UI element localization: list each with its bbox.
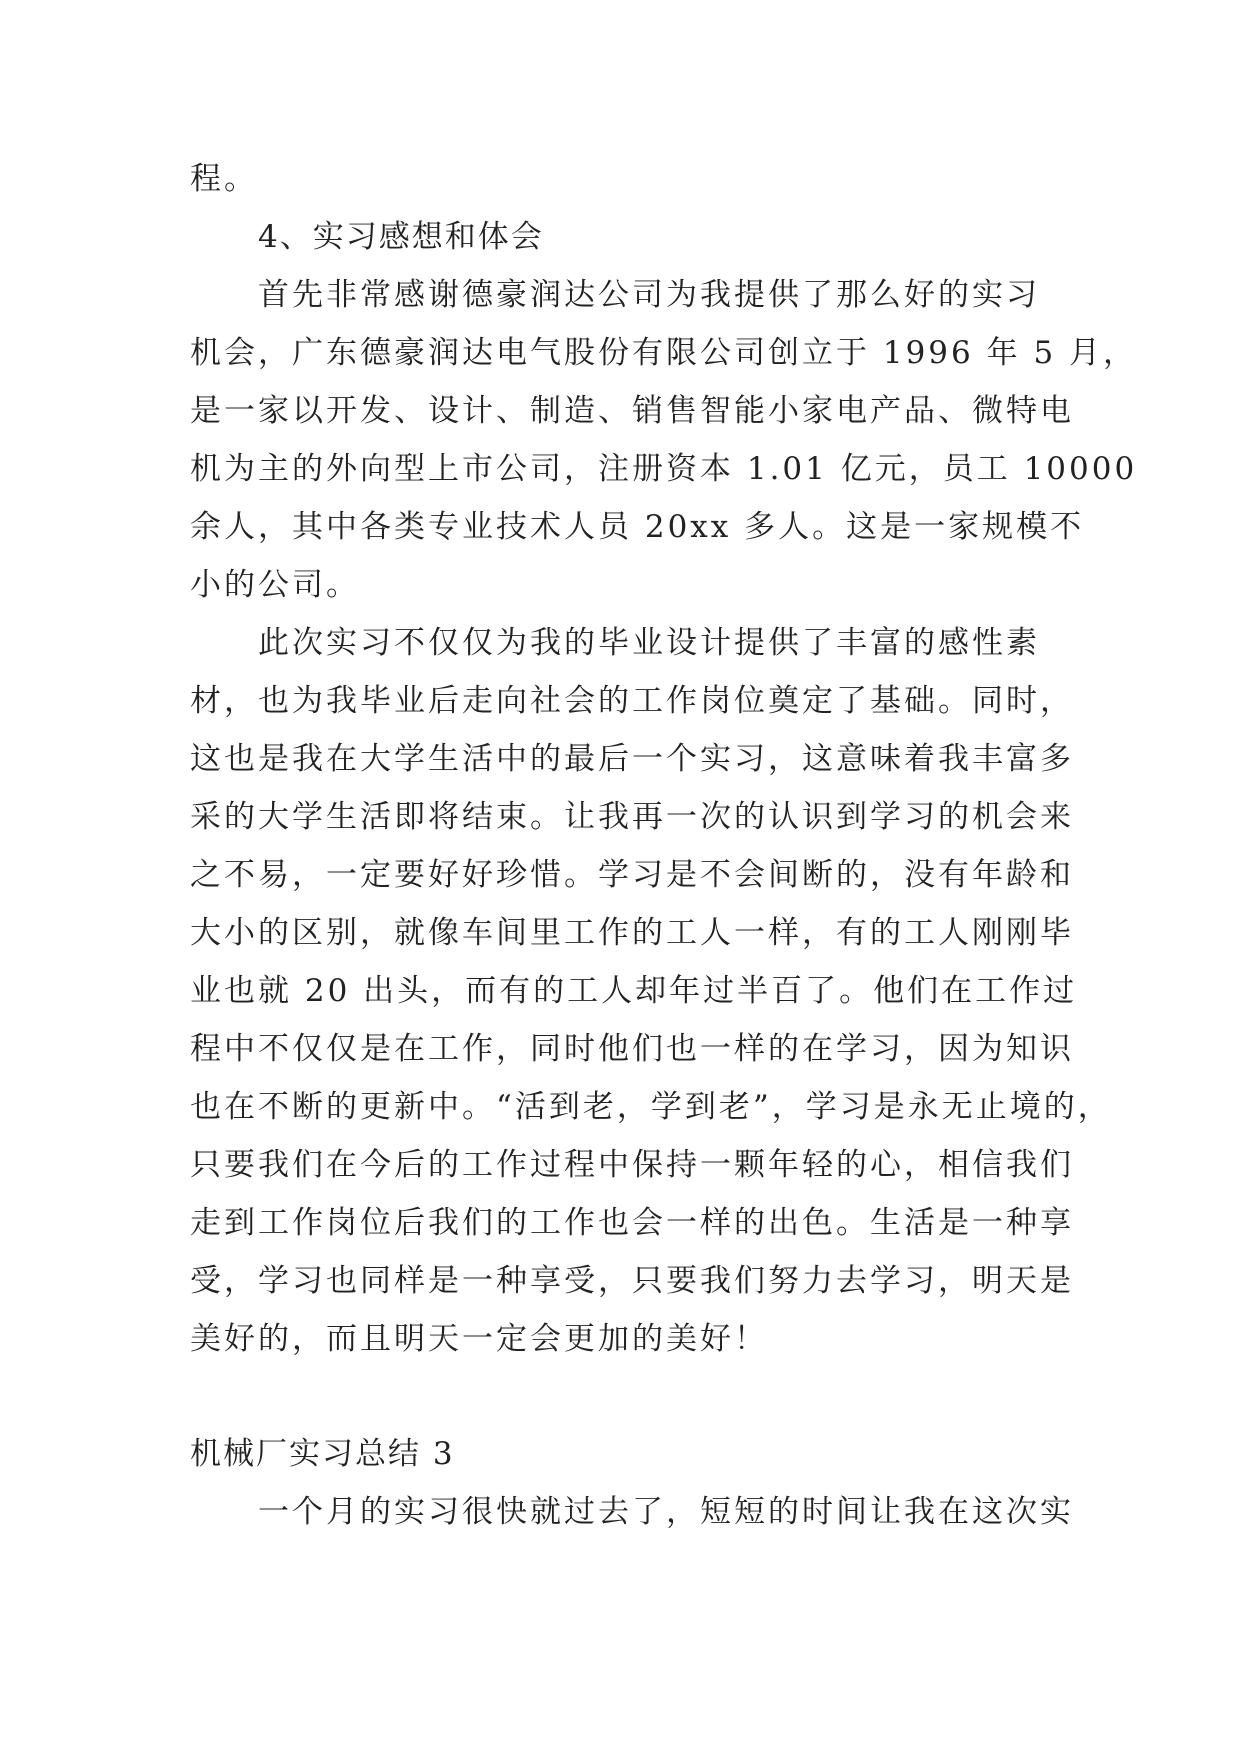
paragraph-line: 走到工作岗位后我们的工作也会一样的出色。生活是一种享 — [190, 1205, 1074, 1241]
paragraph-line: 只要我们在今后的工作过程中保持一颗年轻的心，相信我们 — [190, 1147, 1074, 1183]
section-spacer — [190, 1368, 1050, 1425]
paragraph-line: 之不易，一定要好好珍惜。学习是不会间断的，没有年龄和 — [190, 857, 1074, 893]
paragraph-line: 首先非常感谢德豪润达公司为我提供了那么好的实习 — [258, 277, 1040, 313]
paragraph-gratitude — [190, 266, 1138, 614]
section-title: 机械厂实习总结 3 — [190, 1436, 455, 1472]
paragraph-line: 业也就 20 出头，而有的工人却年过半百了。他们在工作过 — [190, 973, 1078, 1009]
continuation-text: 程。 — [190, 161, 258, 197]
paragraph-line: 此次实习不仅仅为我的毕业设计提供了丰富的感性素 — [258, 625, 1040, 661]
paragraph-line: 美好的，而且明天一定会更加的美好！ — [190, 1321, 768, 1357]
paragraph-line: 余人，其中各类专业技术人员 20xx 多人。这是一家规模不 — [190, 509, 1085, 545]
paragraph-reflection — [190, 614, 1112, 1368]
document-page — [190, 150, 1138, 1541]
paragraph-line: 机为主的外向型上市公司，注册资本 1.01 亿元，员工 10000 — [190, 451, 1138, 487]
paragraph-line: 这也是我在大学生活中的最后一个实习，这意味着我丰富多 — [190, 741, 1074, 777]
paragraph-line: 程中不仅仅是在工作，同时他们也一样的在学习，因为知识 — [190, 1031, 1074, 1067]
paragraph-line: 是一家以开发、设计、制造、销售智能小家电产品、微特电 — [190, 393, 1074, 429]
paragraph-summary — [190, 1483, 1074, 1541]
paragraph-line: 一个月的实习很快就过去了，短短的时间让我在这次实 — [258, 1494, 1074, 1530]
paragraph-line: 材，也为我毕业后走向社会的工作岗位奠定了基础。同时， — [190, 683, 1074, 719]
paragraph-line: 受，学习也同样是一种享受，只要我们努力去学习，明天是 — [190, 1263, 1074, 1299]
paragraph-line: 也在不断的更新中。“活到老，学到老”，学习是永无止境的， — [190, 1089, 1112, 1125]
paragraph-line: 大小的区别，就像车间里工作的工人一样，有的工人刚刚毕 — [190, 915, 1074, 951]
paragraph-line: 采的大学生活即将结束。让我再一次的认识到学习的机会来 — [190, 799, 1074, 835]
section-heading: 4、实习感想和体会 — [258, 219, 544, 255]
paragraph-line: 机会，广东德豪润达电气股份有限公司创立于 1996 年 5 月， — [190, 335, 1138, 371]
paragraph-line: 小的公司。 — [190, 567, 360, 603]
